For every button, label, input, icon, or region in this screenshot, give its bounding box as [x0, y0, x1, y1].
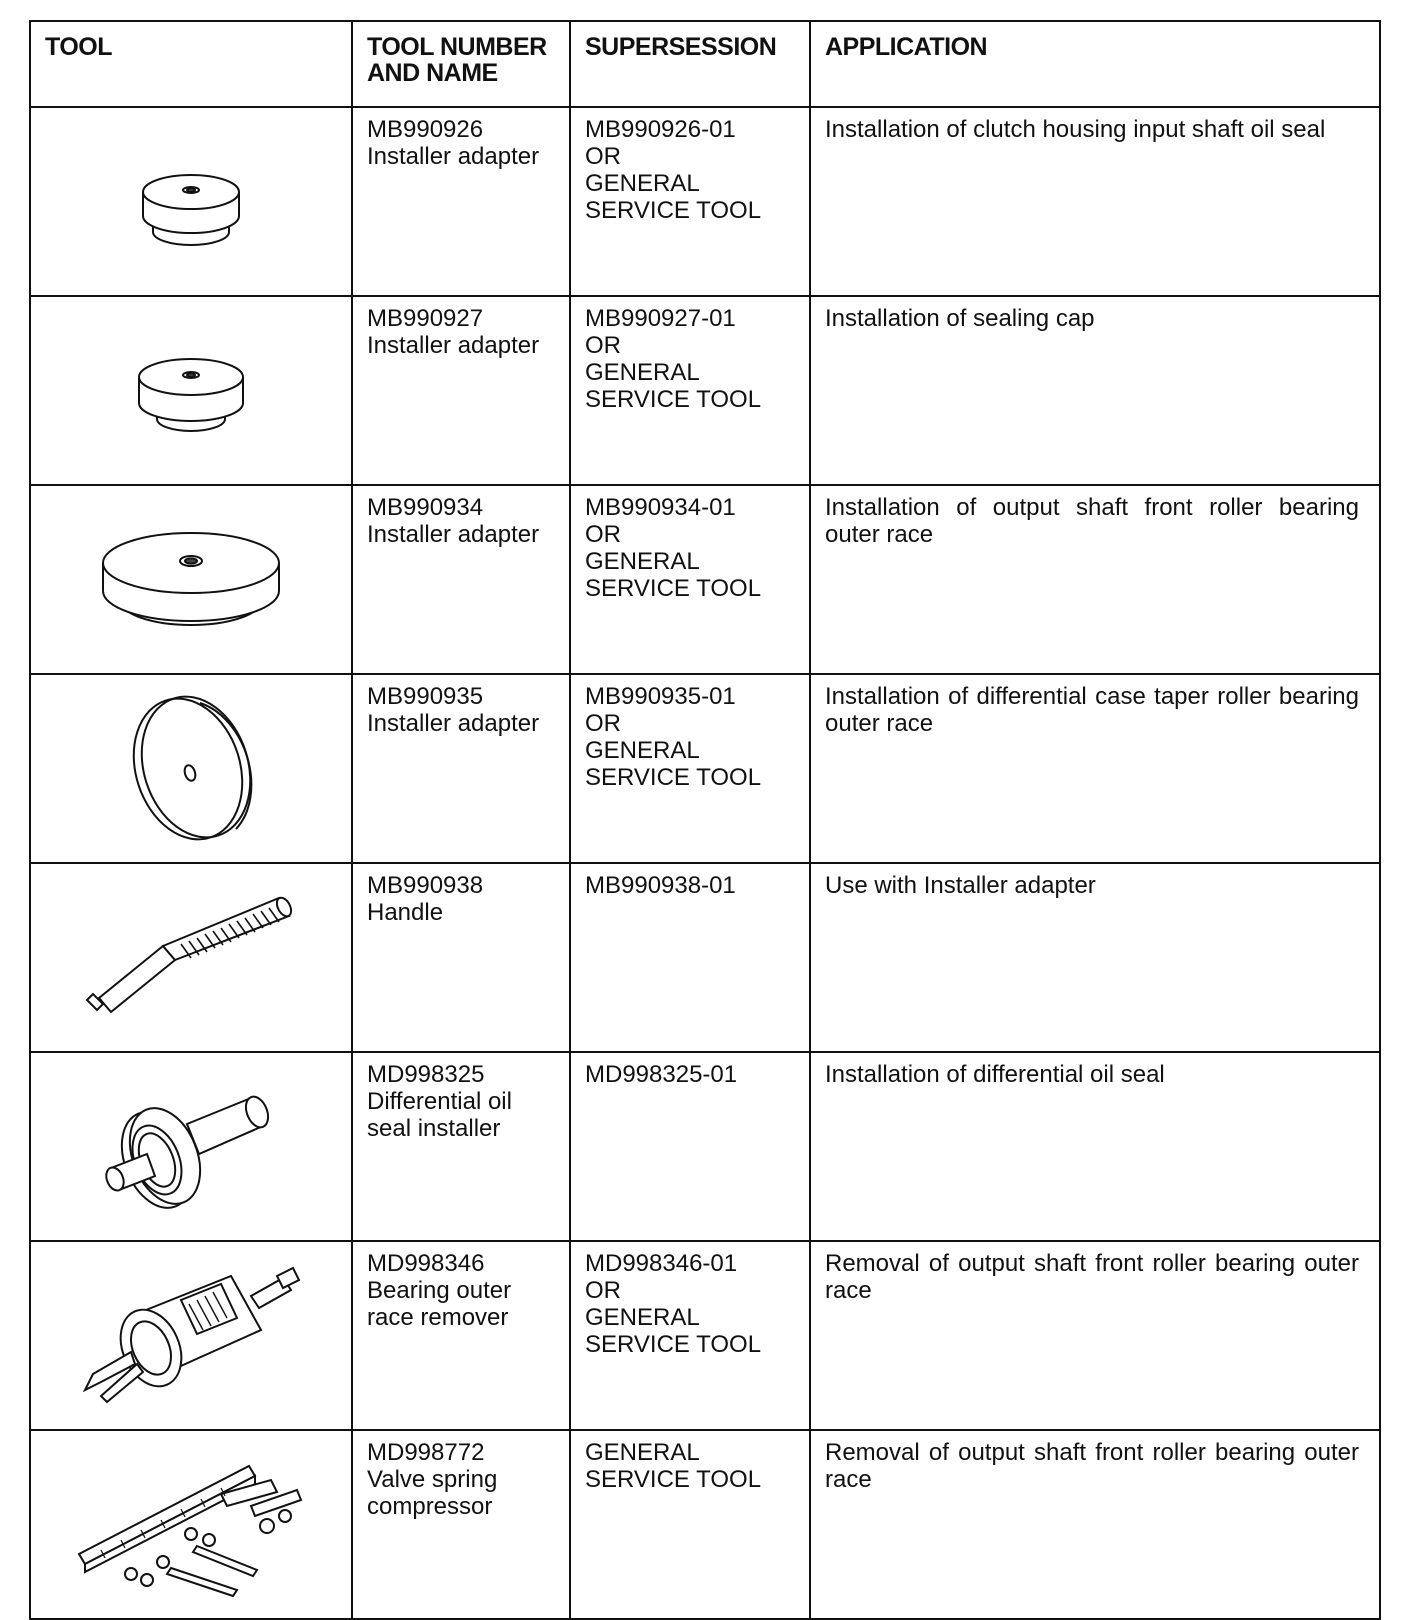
header-tool-number-and-name [352, 21, 570, 107]
supersession-line: MB990926-01 [585, 116, 736, 143]
application-cell: Installation of differential case taper roller bearing outer race [810, 674, 1380, 863]
supersession-line: OR [585, 1277, 621, 1304]
tool-image-cell [30, 1241, 352, 1430]
tool-name-line: Handle [367, 899, 444, 926]
tool-name-line: race remover [367, 1304, 509, 1331]
bearing-outer-race-remover-icon [71, 1256, 311, 1416]
supersession-cell [570, 1430, 810, 1619]
supersession-cell [570, 674, 810, 863]
header-application: APPLICATION [810, 21, 1380, 107]
tool-image-cell [30, 485, 352, 674]
application-cell: Installation of sealing cap [810, 296, 1380, 485]
tool-number: MB990935 [367, 683, 484, 710]
tool-number: MD998346 [367, 1250, 485, 1277]
tool-number: MB990938 [367, 872, 484, 899]
table-row [30, 107, 1380, 296]
tool-number: MD998772 [367, 1439, 485, 1466]
application-cell: Installation of output shaft front roller bearing outer race [810, 485, 1380, 674]
tool-number-name-cell [352, 296, 570, 485]
handle-icon [71, 888, 311, 1028]
installer-adapter-small-icon [121, 341, 261, 441]
supersession-line: MB990935-01 [585, 683, 736, 710]
supersession-line: OR [585, 143, 621, 170]
supersession-cell [570, 296, 810, 485]
tool-image-cell [30, 1430, 352, 1619]
application-cell: Installation of differential oil seal [810, 1052, 1380, 1241]
supersession-line: MD998325-01 [585, 1061, 738, 1088]
supersession-line: SERVICE TOOL [585, 575, 762, 602]
supersession-line: SERVICE TOOL [585, 764, 762, 791]
tool-name-line: Installer adapter [367, 143, 540, 170]
supersession-line: GENERAL [585, 548, 700, 575]
installer-adapter-small-icon [121, 152, 261, 252]
supersession-line: GENERAL [585, 1304, 700, 1331]
tool-number: MD998325 [367, 1061, 485, 1088]
supersession-line: GENERAL [585, 1439, 700, 1466]
supersession-line: MB990934-01 [585, 494, 736, 521]
table-row [30, 1052, 1380, 1241]
valve-spring-compressor-icon [71, 1450, 311, 1600]
supersession-cell [570, 1052, 810, 1241]
tool-name-line: compressor [367, 1493, 493, 1520]
supersession-line: SERVICE TOOL [585, 1466, 762, 1493]
tool-name-line: Valve spring [367, 1466, 498, 1493]
table-row [30, 296, 1380, 485]
table-row [30, 674, 1380, 863]
header-line: AND NAME [367, 59, 498, 87]
tool-number: MB990934 [367, 494, 484, 521]
tool-number-name-cell [352, 1052, 570, 1241]
tool-name-line: seal installer [367, 1115, 501, 1142]
header-line: TOOL NUMBER [367, 33, 547, 61]
installer-adapter-disc-icon [116, 689, 266, 849]
table-row [30, 863, 1380, 1052]
tool-image-cell [30, 107, 352, 296]
table-row [30, 1430, 1380, 1619]
tool-number-name-cell [352, 107, 570, 296]
tool-image-cell [30, 1052, 352, 1241]
tool-image-cell [30, 863, 352, 1052]
application-cell: Removal of output shaft front roller bearing outer race [810, 1241, 1380, 1430]
header-supersession: SUPERSESSION [570, 21, 810, 107]
tool-name-line: Differential oil [367, 1088, 512, 1115]
application-cell: Installation of clutch housing input shaft oil seal [810, 107, 1380, 296]
tool-number: MB990926 [367, 116, 484, 143]
tool-image-cell [30, 674, 352, 863]
tool-image-cell [30, 296, 352, 485]
tool-number: MB990927 [367, 305, 484, 332]
header-tool: TOOL [30, 21, 352, 107]
header-row [30, 21, 1380, 107]
supersession-line: MD998346-01 [585, 1250, 738, 1277]
tool-number-name-cell [352, 674, 570, 863]
table-row [30, 1241, 1380, 1430]
tool-number-name-cell [352, 863, 570, 1052]
supersession-line: OR [585, 332, 621, 359]
supersession-line: MB990927-01 [585, 305, 736, 332]
supersession-line: MB990938-01 [585, 872, 736, 899]
supersession-line: OR [585, 521, 621, 548]
supersession-line: SERVICE TOOL [585, 386, 762, 413]
supersession-line: SERVICE TOOL [585, 1331, 762, 1358]
tool-number-name-cell [352, 1430, 570, 1619]
supersession-line: GENERAL [585, 170, 700, 197]
tool-name-line: Installer adapter [367, 710, 540, 737]
supersession-line: OR [585, 710, 621, 737]
supersession-line: GENERAL [585, 737, 700, 764]
table-row [30, 485, 1380, 674]
supersession-cell [570, 863, 810, 1052]
tool-name-line: Installer adapter [367, 521, 540, 548]
supersession-cell [570, 485, 810, 674]
tool-number-name-cell [352, 485, 570, 674]
supersession-line: SERVICE TOOL [585, 197, 762, 224]
supersession-cell [570, 107, 810, 296]
tool-number-name-cell [352, 1241, 570, 1430]
differential-oil-seal-installer-icon [91, 1072, 291, 1222]
tool-name-line: Bearing outer [367, 1277, 512, 1304]
supersession-cell [570, 1241, 810, 1430]
tool-name-line: Installer adapter [367, 332, 540, 359]
supersession-line: GENERAL [585, 359, 700, 386]
installer-adapter-large-icon [91, 515, 291, 645]
application-cell: Use with Installer adapter [810, 863, 1380, 1052]
special-tools-table [29, 20, 1381, 1620]
application-cell: Removal of output shaft front roller bearing outer race [810, 1430, 1380, 1619]
